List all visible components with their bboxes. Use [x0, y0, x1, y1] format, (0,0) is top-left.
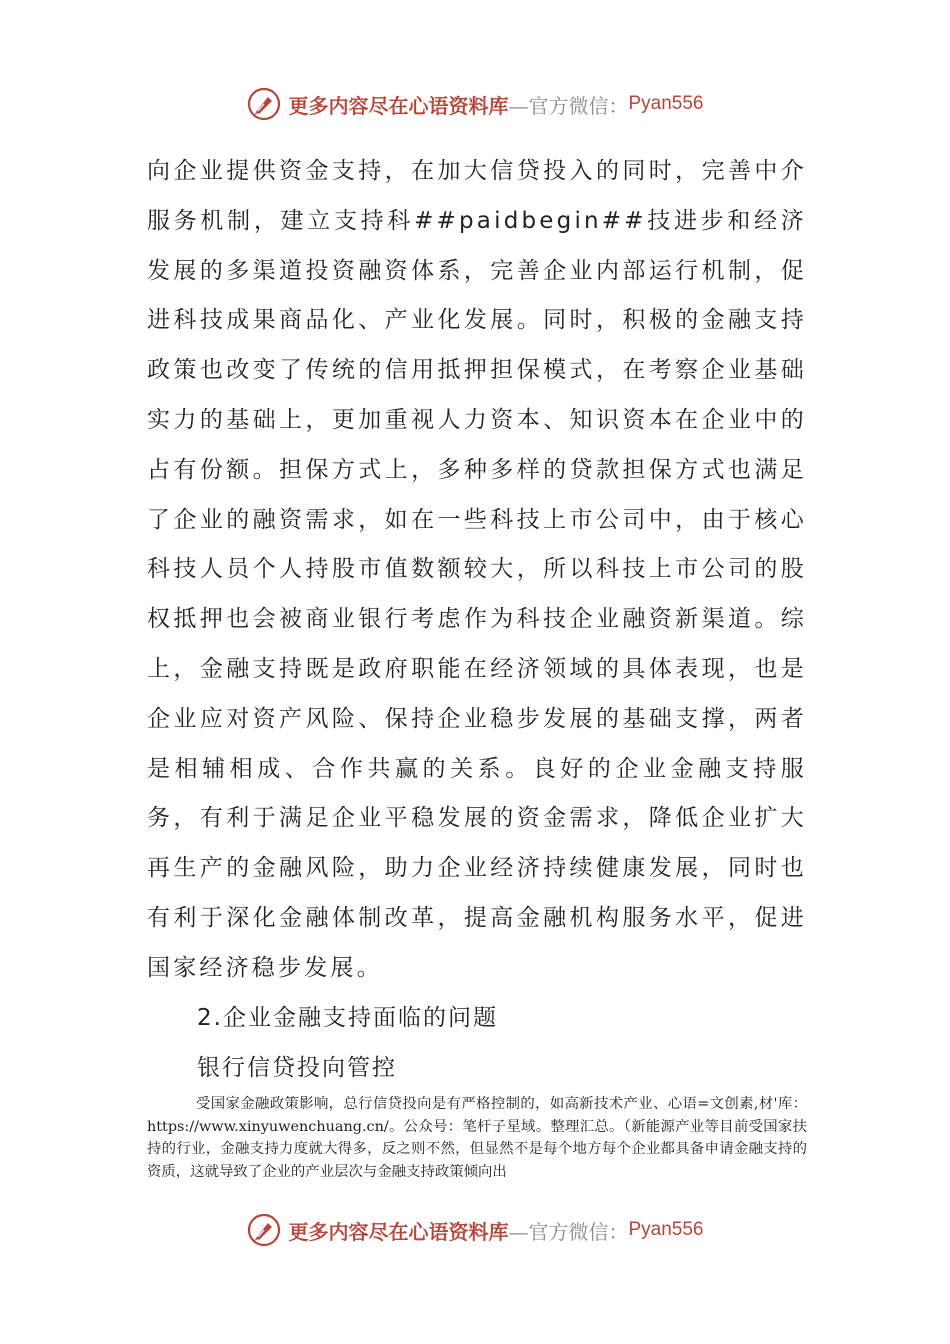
banner-official-text: —官方微信：: [508, 1219, 629, 1244]
subsection-heading: 银行信贷投向管控: [197, 1055, 397, 1081]
banner-site-text: 更多内容尽在心语资料库: [288, 1219, 509, 1244]
banner-official-text: —官方微信：: [508, 93, 629, 118]
header-banner: [0, 82, 950, 126]
pen-nib-logo-icon: [246, 1212, 282, 1248]
header-banner-content: [246, 86, 703, 122]
banner-wechat-id: Pyan556: [628, 1219, 704, 1240]
small-paragraph: 受国家金融政策影响，总行信贷投向是有严格控制的，如高新技术产业、心语=文创素,材'库：https://www.xinyuwenchuang.cn/。公众号：笔杆子星域。整理汇总。（新能源产业等目前受国家扶持的行业，金融支持力度就大得多，反之则不然，但显然不是每个地方每个企业都具备申请金融支持的资质，这就导致了企业的产业层次与金融支持政策倾向出: [147, 1096, 807, 1180]
body-paragraph: 向企业提供资金支持，在加大信贷投入的同时，完善中介服务机制，建立支持科##paidbegin##技进步和经济发展的多渠道投资融资体系，完善企业内部运行机制，促进科技成果商品化、产业化发展。同时，积极的金融支持政策也改变了传统的信用抵押担保模式，在考察企业基础实力的基础上，更加重视人力资本、知识资本在企业中的占有份额。担保方式上，多种多样的贷款担保方式也满足了企业的融资需求，如在一些科技上市公司中，由于核心科技人员个人持股市值数额较大，所以科技上市公司的股权抵押也会被商业银行考虑作为科技企业融资新渠道。综上，金融支持既是政府职能在经济领域的具体表现，也是企业应对资产风险、保持企业稳步发展的基础支撑，两者是相辅相成、合作共赢的关系。良好的企业金融支持服务，有利于满足企业平稳发展的资金需求，降低企业扩大再生产的金融风险，助力企业经济持续健康发展，同时也有利于深化金融体制改革，提高金融机构服务水平，促进国家经济稳步发展。: [147, 158, 807, 981]
footer-banner: [0, 1208, 950, 1252]
pen-nib-logo-icon: [246, 86, 282, 122]
footer-banner-content: [246, 1212, 703, 1248]
section-heading: 2.企业金融支持面临的问题: [197, 1005, 498, 1031]
banner-site-text: 更多内容尽在心语资料库: [288, 93, 509, 118]
banner-wechat-id: Pyan556: [628, 93, 704, 114]
